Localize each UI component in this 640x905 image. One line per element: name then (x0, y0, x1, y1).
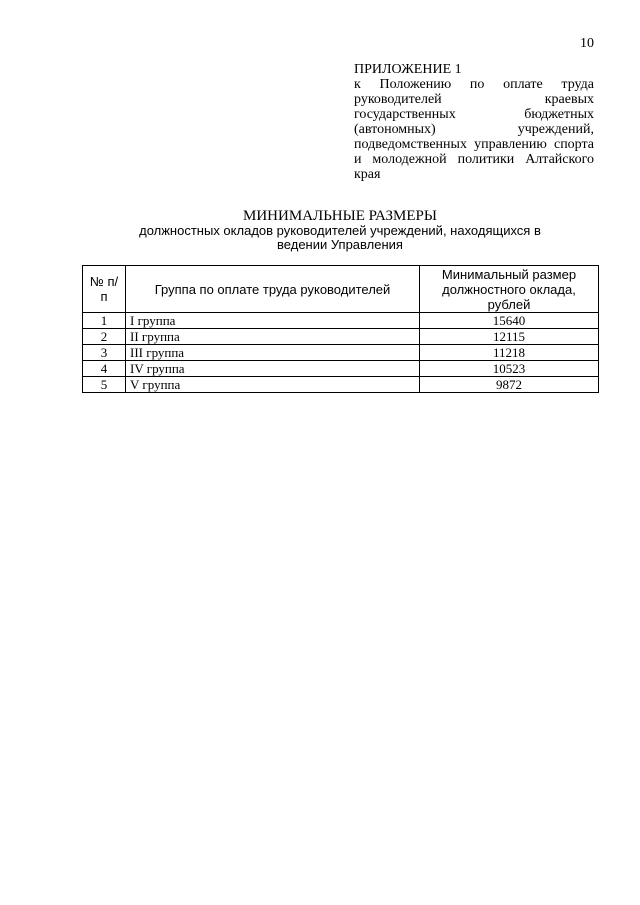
appendix-block (354, 62, 594, 182)
header-salary: Минимальный размер должностного оклада, рублей (420, 266, 599, 313)
row-num: 5 (83, 377, 126, 393)
row-salary: 11218 (420, 345, 599, 361)
row-group: II группа (126, 329, 420, 345)
heading-subtitle: должностных окладов руководителей учреждений, находящихся в ведении Управления (139, 223, 541, 252)
row-group: IV группа (126, 361, 420, 377)
row-salary: 10523 (420, 361, 599, 377)
row-group: I группа (126, 313, 420, 329)
row-num: 2 (83, 329, 126, 345)
row-salary: 12115 (420, 329, 599, 345)
row-num: 3 (83, 345, 126, 361)
header-group: Группа по оплате труда руководителей (126, 266, 420, 313)
table-row (83, 345, 599, 361)
table-row (83, 313, 599, 329)
header-num: № п/п (83, 266, 126, 313)
row-group: V группа (126, 377, 420, 393)
document-heading (80, 208, 600, 252)
row-num: 4 (83, 361, 126, 377)
table-row (83, 361, 599, 377)
table-row (83, 377, 599, 393)
row-num: 1 (83, 313, 126, 329)
appendix-title: ПРИЛОЖЕНИЕ 1 (354, 62, 462, 77)
appendix-subtitle: к Положению по оплате труда руководителей краевых государственных бюджетных (автономных) учреждений, подведомственных управлению спорта и молодежной политики Алтайского края (354, 77, 594, 182)
row-group: III группа (126, 345, 420, 361)
salary-table (82, 265, 599, 393)
row-salary: 9872 (420, 377, 599, 393)
table-header-row (83, 266, 599, 313)
page-number: 10 (580, 36, 594, 51)
table-row (83, 329, 599, 345)
row-salary: 15640 (420, 313, 599, 329)
heading-main: МИНИМАЛЬНЫЕ РАЗМЕРЫ (243, 208, 437, 224)
